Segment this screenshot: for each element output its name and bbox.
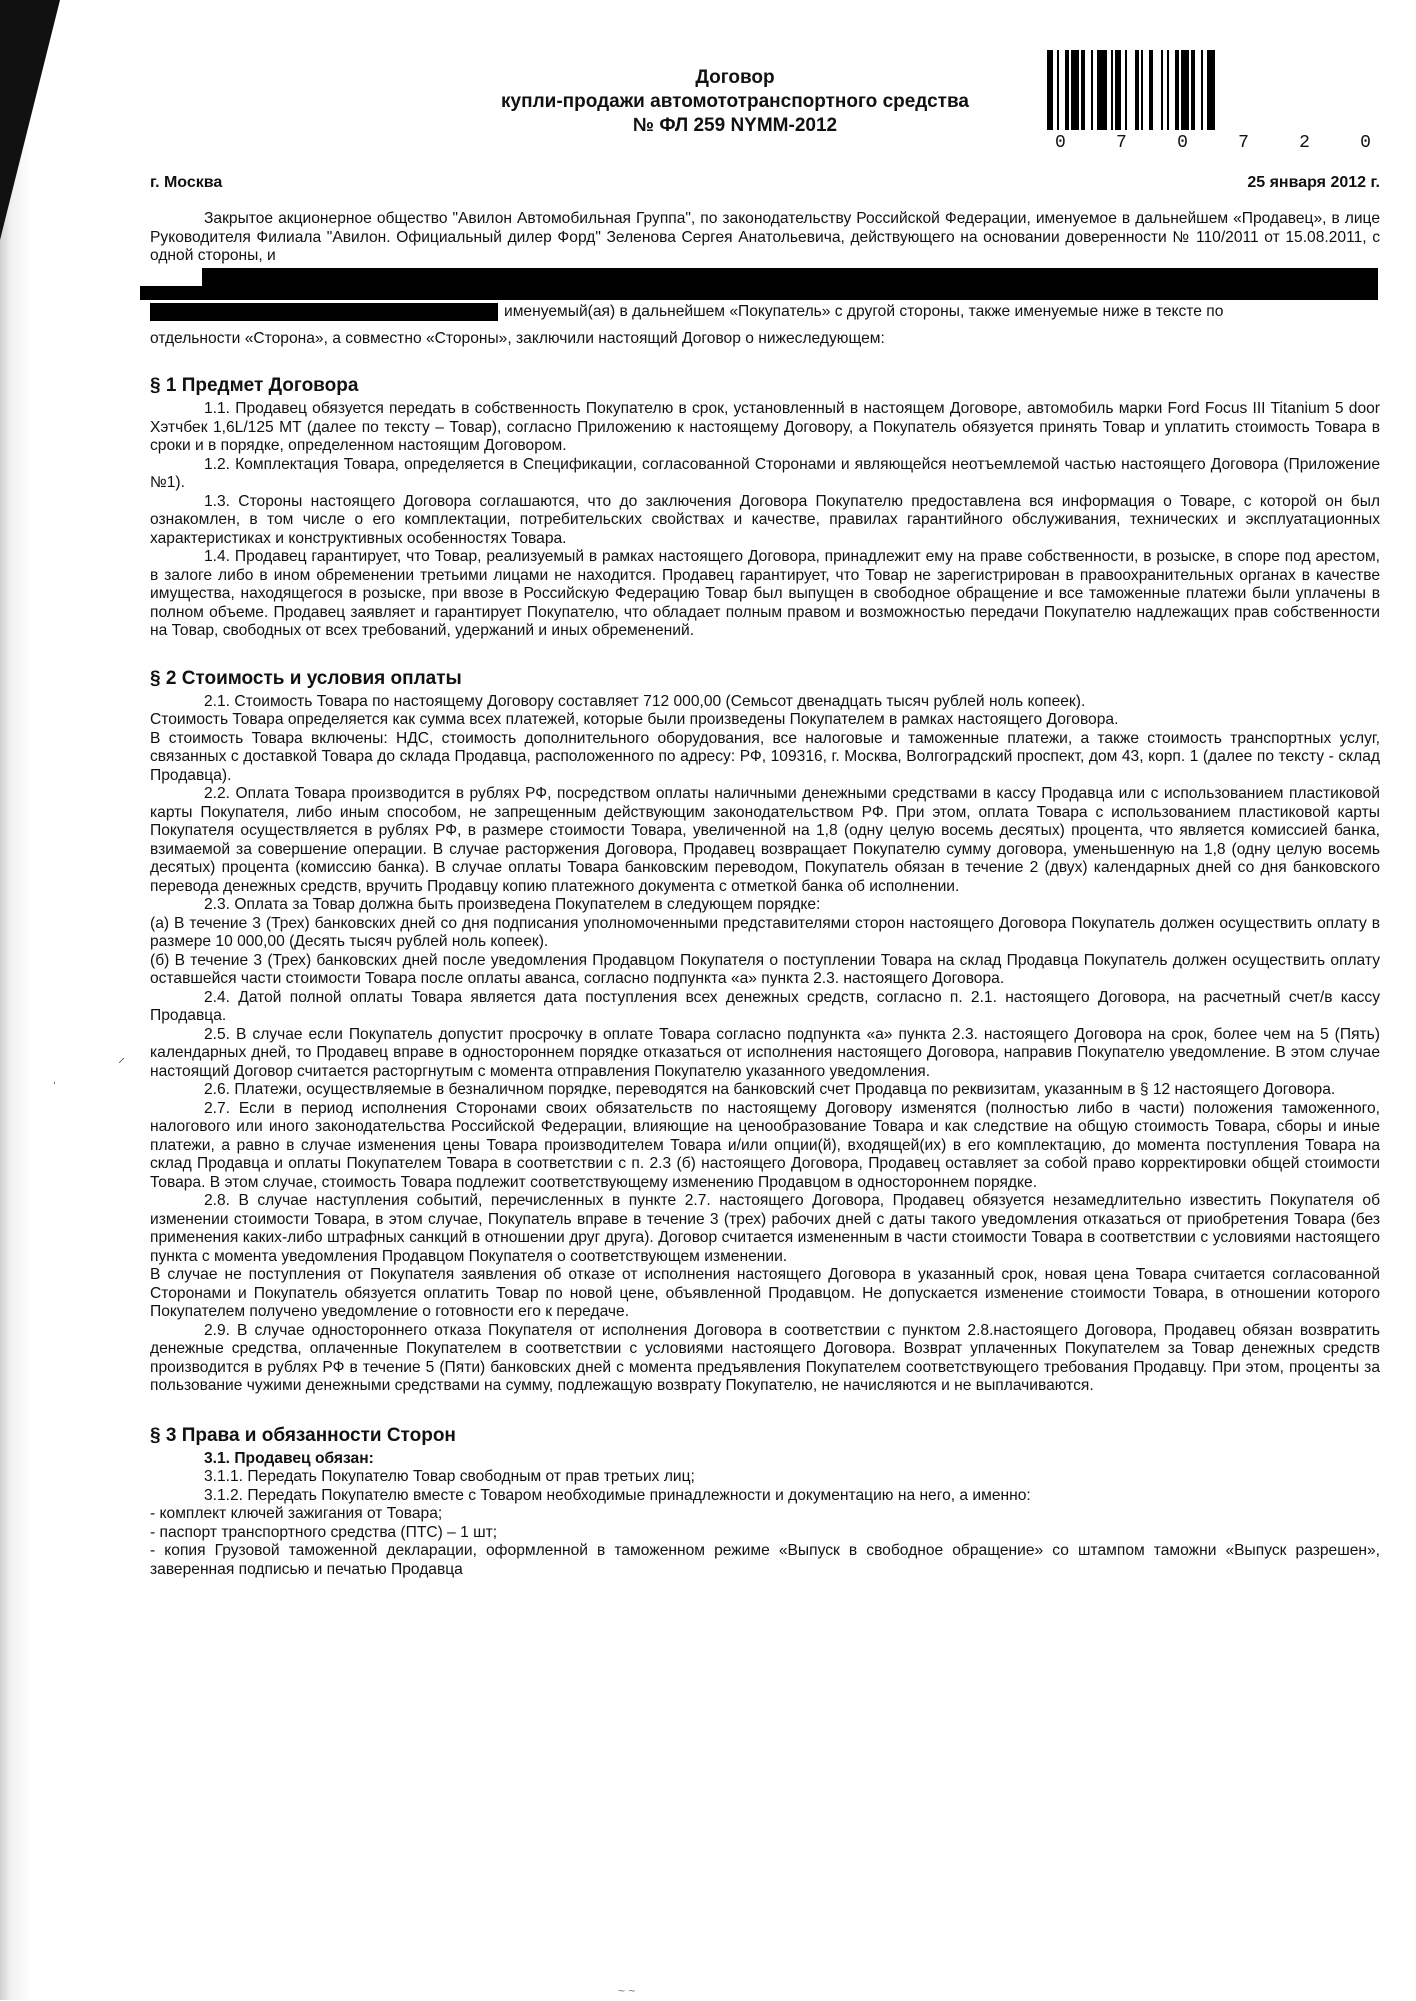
clause-2-4: 2.4. Датой полной оплаты Товара является дата поступления всех денежных средств, согласно п. 2.1. настоящего Договора, на расчетный счет/в кассу Продавца. — [150, 988, 1380, 1024]
section-3-heading: § 3 Права и обязанности Сторон — [150, 1424, 456, 1446]
preamble-paragraph: Закрытое акционерное общество "Авилон Автомобильная Группа", по законодательству Российской Федерации, именуемое в дальнейшем «Продавец», в лице Руководителя Филиала "Авилон. Официальный дилер Форд" Зеленова Сергея Анатольевича, действующего на основании доверенности № 110/2011 от 15.08.2011, с одной стороны, и — [150, 210, 1380, 264]
contract-city: г. Москва — [150, 174, 223, 191]
clause-2-2: 2.2. Оплата Товара производится в рублях РФ, посредством оплаты наличными денежными средствами в кассу Продавца или с использованием пластиковой карты Покупателя, либо иным способом, не запрещенным действующим законодательством РФ. При этом, оплата Товара с использованием пластиковой карты Покупателя осуществляется в рублях РФ, в размере стоимости Товара, увеличенной на 1,8 (одну целую восемь десятых) процента, что является комиссией банка, взимаемой за совершение операции. В случае расторжения Договора, Продавец возвращает Покупателю сумму договора, уменьшенную на 1,8 (одну целую восемь десятых) процента (комиссию банка). В случае оплаты Товара банковским переводом, Покупатель обязан в течение 2 (двух) календарных дней со дня банковского перевода денежных средств, вручить Продавцу копию платежного документа с отметкой банка об исполнении. — [150, 785, 1380, 895]
barcode-bar — [1071, 50, 1079, 130]
scan-corner-mark — [0, 0, 60, 240]
barcode-digit: 7 — [1116, 133, 1127, 153]
contract-date: 25 января 2012 г. — [1247, 174, 1380, 191]
document-title: Договор — [695, 67, 775, 88]
preamble-closing: отдельности «Сторона», а совместно «Стороны», заключили настоящий Договор о нижеследующем: — [150, 329, 885, 347]
scan-footer-mark: ~ ~ — [618, 1984, 636, 1998]
clause-2-8-b: В случае не поступления от Покупателя заявления об отказе от исполнения настоящего Договора в указанный срок, новая цена Товара считается согласованной Сторонами и Покупатель обязуется оплатить Товар по новой цене, объявленной Продавцом. Не допускается изменение стоимости Товара, в отношении которого Покупателем получено уведомление о готовности его к передаче. — [150, 1266, 1380, 1320]
document-list — [150, 1505, 1380, 1579]
redacted-buyer-block — [150, 268, 1380, 330]
list-item: - копия Грузовой таможенной декларации, оформленной в таможенном режиме «Выпуск в свободное обращение» со штампом таможни «Выпуск разрешен», заверенная подписью и печатью Продавца — [150, 1542, 1380, 1578]
clause-2-1-c: В стоимость Товара включены: НДС, стоимость дополнительного оборудования, все налоговые и таможенные платежи, а также стоимость транспортных услуг, связанных с доставкой Товара до склада Продавца, расположенного по адресу: РФ, 109316, г. Москва, Волгоградский проспект, дом 43, корп. 1 (далее по тексту - склад Продавца). — [150, 729, 1380, 784]
section-1-heading: § 1 Предмет Договора — [150, 375, 359, 396]
barcode-bar — [1207, 50, 1215, 130]
clause-2-3-b: (б) В течение 3 (Трех) банковских дней после уведомления Продавцом Покупателя о поступлении Товара на склад Продавца Покупатель должен осуществить оплату оставшейся части стоимости Товара после оплаты аванса, согласно подпункта «а» пункта 2.3. настоящего Договора. — [150, 951, 1380, 987]
barcode-digit: 0 — [1360, 133, 1371, 153]
barcode-bar — [1181, 50, 1189, 130]
barcode-digit: 0 — [1055, 133, 1066, 153]
section-1-body — [150, 400, 1380, 641]
clause-2-6: 2.6. Платежи, осуществляемые в безналичном порядке, переводятся на банковский счет Продавца по реквизитам, указанным в § 12 настоящего Договора. — [204, 1081, 1336, 1098]
barcode-digit: 0 — [1177, 133, 1188, 153]
preamble-buyer-text: именуемый(ая) в дальнейшем «Покупатель» с другой стороны, также именуемые ниже в тексте по — [504, 302, 1224, 320]
barcode-digit: 7 — [1238, 133, 1249, 153]
barcode-digits — [1047, 134, 1379, 153]
redaction-bar — [140, 286, 1378, 300]
clause-2-1-b: Стоимость Товара определяется как сумма всех платежей, которые были произведены Покупателем в рамках настоящего Договора. — [150, 711, 1119, 728]
clause-2-8: 2.8. В случае наступления событий, перечисленных в пункте 2.7. настоящего Договора, Продавец обязуется незамедлительно известить Покупателя об изменении стоимости Товара, в этом случае, Покупатель вправе в течение 3 (трех) рабочих дней с даты такого уведомления отказаться от приобретения Товара (без применения каких-либо штрафных санкций в отношении друг друга). Договор считается измененным в части стоимости Товара в соответствии с условиями настоящего пункта с момента уведомления Продавцом Покупателя о соответствующем изменении. — [150, 1192, 1380, 1265]
clause-1-2: 1.2. Комплектация Товара, определяется в Спецификации, согласованной Сторонами и являющейся неотъемлемой частью настоящего Договора (Приложение №1). — [150, 455, 1380, 491]
clause-1-3: 1.3. Стороны настоящего Договора соглашаются, что до заключения Договора Покупателю предоставлена вся информация о Товаре, с которой он был ознакомлен, в том числе о его комплектации, потребительских свойствах и качестве, правилах гарантийного обслуживания, технических и эксплуатационных характеристиках и конструктивных особенностях Товара. — [150, 492, 1380, 547]
barcode-bar — [1097, 50, 1107, 130]
contract-number: № ФЛ 259 NYMM-2012 — [632, 115, 838, 136]
scan-mark: ˈ — [52, 1079, 57, 1095]
clause-3-1-2: 3.1.2. Передать Покупателю вместе с Товаром необходимые принадлежности и документацию на него, а именно: — [204, 1486, 1031, 1504]
barcode-bar — [1215, 50, 1219, 130]
clause-2-3: 2.3. Оплата за Товар должна быть произведена Покупателем в следующем порядке: — [204, 896, 821, 913]
clause-3-1-1: 3.1.1. Передать Покупателю Товар свободным от прав третьих лиц; — [204, 1468, 695, 1485]
list-item: - комплект ключей зажигания от Товара; — [150, 1505, 443, 1522]
barcode — [1047, 50, 1379, 153]
barcode-digit: 2 — [1299, 133, 1310, 153]
document-body — [150, 210, 1380, 1579]
barcode-bars — [1047, 50, 1379, 130]
scan-edge-shadow — [0, 0, 60, 2000]
place-date-row — [150, 174, 1380, 193]
document-subtitle: купли-продажи автомототранспортного средства — [501, 91, 969, 112]
clause-1-4: 1.4. Продавец гарантирует, что Товар, реализуемый в рамках настоящего Договора, принадлежит ему на праве собственности, в розыске, в споре под арестом, в залоге либо в ином обременении третьими лицами не находится. Продавец гарантирует, что Товар не зарегистрирован в правоохранительных органах в качестве имущества, находящегося в розыске, при ввозе в Российскую Федерацию Товар был выпущен в свободное обращение и все таможенные платежи были уплачены в полном объеме. Продавец заявляет и гарантирует Покупателю, что обладает полным правом и возможностью передачи Покупателю надлежащих прав собственности на Товар, свободных от всех требований, удержаний и иных обременений. — [150, 548, 1380, 639]
redaction-bar — [202, 268, 1378, 286]
barcode-bar — [1153, 50, 1161, 130]
clause-2-3-a: (а) В течение 3 (Трех) банковских дней со дня подписания уполномоченными представителями сторон настоящего Договора Покупатель должен осуществить оплату в размере 10 000,00 (Десять тысяч рублей ноль копеек). — [150, 914, 1380, 950]
clause-1-1: 1.1. Продавец обязуется передать в собственность Покупателю в срок, установленный в настоящем Договоре, автомобиль марки Ford Focus III Titanium 5 door Хэтчбек 1,6L/125 MT (далее по тексту – Товар), согласно Приложению к настоящему Договору, а Покупатель обязуется принять Товар и уплатить стоимость Товара в сроки и в порядке, определенном настоящим Договором. — [150, 400, 1380, 454]
clause-2-7: 2.7. Если в период исполнения Сторонами своих обязательств по настоящему Договору изменятся (полностью либо в части) положения таможенного, налогового или иного законодательства Российской Федерации, влияющие на ценообразование Товара и как следствие на общую стоимость Товара, сборы и иные платежи, а равно в случае изменения цены Товара производителем Товара и/или опции(й), входящей(их) в его комплектацию, до момента поступления Товара на склад Продавца и оплаты Покупателем Товара в соответствии с п. 2.3 (б) настоящего Договора, Продавец оставляет за собой право корректировки общей стоимости Товара. В этом случае, стоимость Товара подлежит соответствующему изменению Продавцом в одностороннем порядке. — [150, 1099, 1380, 1191]
document-header — [440, 66, 1030, 138]
clause-2-1: 2.1. Стоимость Товара по настоящему Договору составляет 712 000,00 (Семьсот двенадцать тысяч рублей ноль копеек). — [204, 692, 1086, 710]
redaction-bar — [150, 303, 498, 321]
list-item: - паспорт транспортного средства (ПТС) – 1 шт; — [150, 1523, 498, 1541]
section-2-heading: § 2 Стоимость и условия оплаты — [150, 667, 462, 689]
scan-mark: ⸝ — [118, 1049, 125, 1065]
barcode-bar — [1127, 50, 1135, 130]
clause-2-5: 2.5. В случае если Покупатель допустит просрочку в оплате Товара согласно подпункта «а» пункта 2.3. настоящего Договора на срок, более чем на 5 (Пять) календарных дней, то Продавец вправе в одностороннем порядке отказаться от исполнения настоящего Договора, направив Покупателю уведомление. В этом случае настоящий Договор считается расторгнутым с момента отправления Покупателю указанного уведомления. — [150, 1025, 1380, 1080]
clause-3-1-heading: 3.1. Продавец обязан: — [204, 1449, 374, 1467]
clause-2-9: 2.9. В случае одностороннего отказа Покупателя от исполнения Договора в соответствии с пунктом 2.8.настоящего Договора, Продавец обязан возвратить денежные средства, оплаченные Покупателем в соответствии с условиями настоящего Договора. Возврат уплаченных Покупателем за Товар денежных средств производится в рублях РФ в течение 5 (Пяти) банковских дней с момента предъявления Покупателем соответствующего требования Продавцу. При этом, проценты за пользование чужими денежными средствами на сумму, подлежащую возврату Покупателю, не начисляются и не выплачиваются. — [150, 1321, 1380, 1394]
